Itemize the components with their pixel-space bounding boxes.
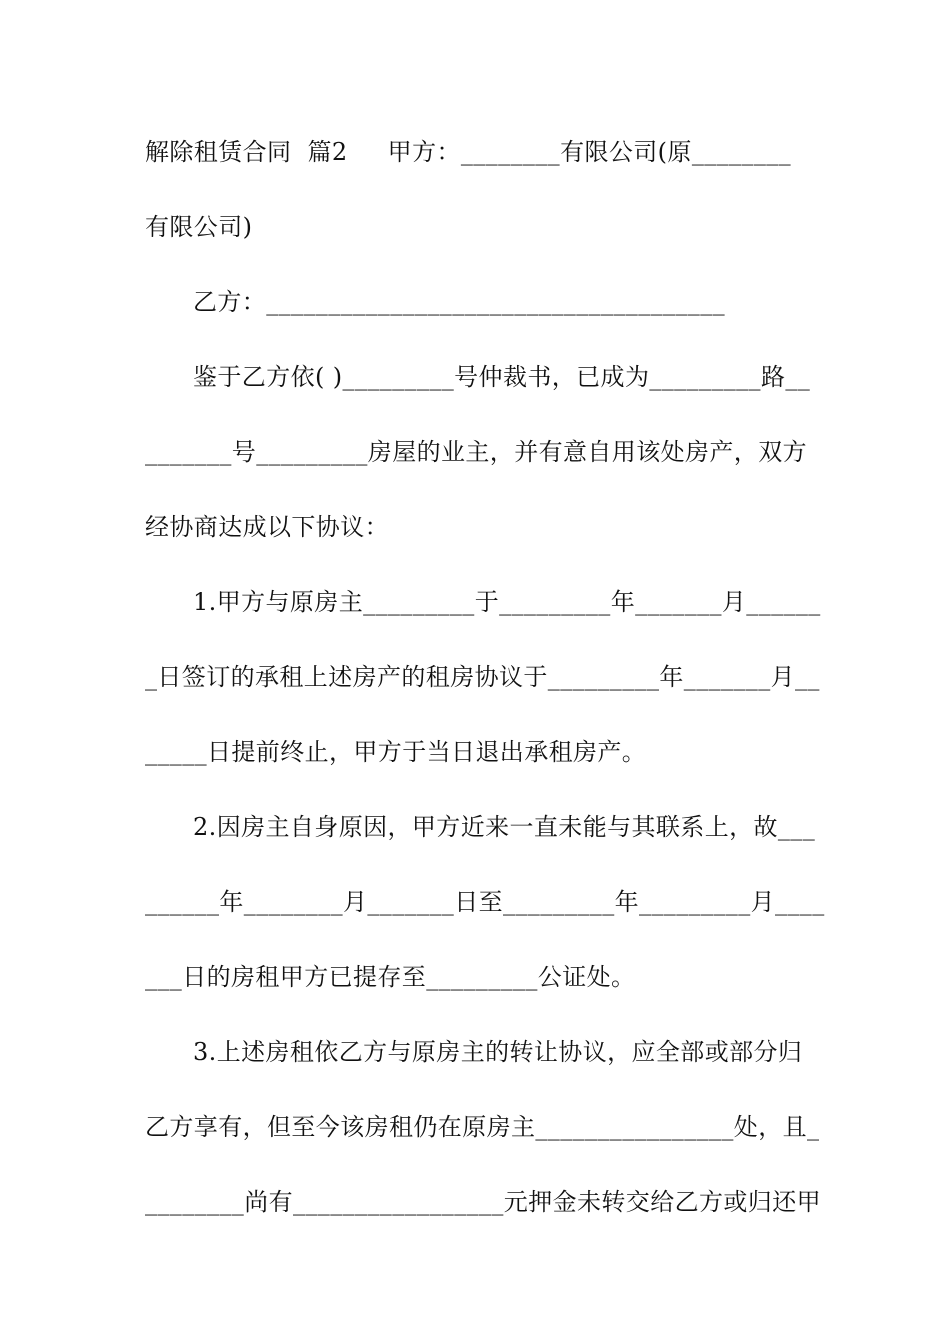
clause-3-line: 3.上述房租依乙方与原房主的转让协议，应全部或部分归: [193, 1038, 803, 1066]
paragraph-line: 经协商达成以下协议：: [145, 513, 389, 541]
clause-1-line: 1.甲方与原房主_________于_________年_______月______: [193, 588, 821, 616]
title-line: 解除租赁合同 篇2 甲方：________有限公司(原________: [145, 138, 792, 166]
clause-3-line: ________尚有_________________元押金未转交给乙方或归还甲: [145, 1188, 821, 1216]
clause-3-line: 乙方享有，但至今该房租仍在原房主________________处，且_: [145, 1113, 820, 1141]
clause-2-line: ___日的房租甲方已提存至_________公证处。: [145, 963, 636, 991]
party-b-line: 乙方：_____________________________________: [193, 288, 725, 316]
clause-2-line: ______年________月_______日至_________年_________月____: [145, 888, 825, 916]
paragraph-line: 鉴于乙方依( )_________号仲裁书，已成为_________路__: [193, 363, 811, 391]
clause-1-line: _日签订的承租上述房产的租房协议于_________年_______月__: [145, 663, 820, 691]
clause-1-line: _____日提前终止，甲方于当日退出承租房产。: [145, 738, 647, 766]
paragraph-line: _______号_________房屋的业主，并有意自用该处房产，双方: [145, 438, 807, 466]
clause-2-line: 2.因房主自身原因，甲方近来一直未能与其联系上，故___: [193, 813, 816, 841]
text-line: 有限公司): [145, 213, 253, 241]
